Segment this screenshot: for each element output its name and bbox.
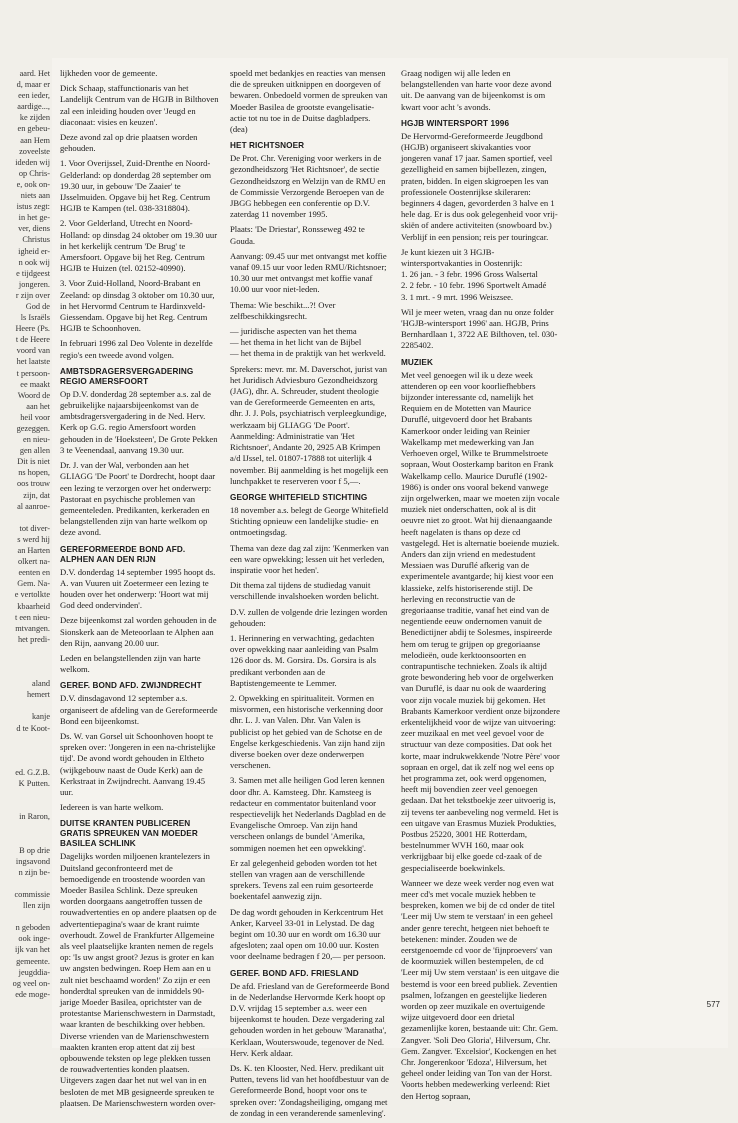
article-heading: HET RICHTSNOER (230, 141, 305, 151)
paragraph: 1. 26 jan. - 3 febr. 1996 Gross Walsertal (401, 269, 538, 280)
stub-line: niets aan (20, 191, 50, 201)
paragraph: De dag wordt gehouden in Kerkcentrum Het Anker, Karveel 33-01 in Lelystad. De dag begint om 10.30 uur en wordt om 16.30 uur afgesloten; zaal open om 10.00 uur. Kosten voor deelname bedragen f 20,— per persoon. (230, 906, 386, 962)
stub-line: t de Heere (15, 335, 50, 345)
stub-line: s werd hij (17, 534, 50, 544)
paragraph: 3. 1 mrt. - 9 mrt. 1996 Weiszsee. (401, 291, 514, 302)
stub-line: istus zegt: (16, 202, 50, 212)
column-1 (60, 68, 220, 1113)
paragraph: Dagelijks worden miljoenen krantelezers in Duitsland geconfronteerd met de bemoedigende en troostende woorden van Moeder Basilea Schlink. Deze spreuken worden doorgaans aangetroffen tussen de rouwadvertenties en op andere plaatsen op de advertentiepagina's waar de krant ruimte overhoudt. Zowel de Frankfurter Allgemeine als veel plaatselijke kranten nemen de regels op: 'Is uw angst groot? Jezus is groter en kan uw angsten bedwingen. Roep Hem aan en u zult niet beschaamd worden!' Zo zijn er een honderdtal spreuken van de inmiddels 90-jarige Moeder Basilea, oprichtster van de protestantse Marienschwestern in Darmstadt, waar kranten de beschikking over hebben. Diverse vrienden van de Marienschwestern maakten kranten erop attent dat zij best opbouwende teksten op lege plekken tussen de rouwadvertenties konden plaatsen. Uitgevers zagen daar het nut wel van in en besloten de met MB gesigneerde spreuken te plaatsen. De Marienschwestern worden over- (60, 851, 217, 1108)
stub-line: in het ge- (18, 213, 50, 223)
stub-line (0, 756, 50, 767)
paragraph: Wanneer we deze week verder nog even wat meer cd's met vocale muziek hebben te bespreken, komen we bij de cd onder de titel 'Leer mij Uw stem te verstaan' in een geheel ander genre terecht, hetgeen niet behoeft te betekenen: minder. Zouden we de eerstgenoemde cd voor de 'fijnproevers' van de koormuziek willen bestempelen, de cd 'Leer mij Uw stem verstaan' is een uitgave die bestemd is voor een breed publiek. Zeventien psalmen, lofzangen en geestelijke liederen worden op zeer muzikale en overtuigende wijze uitgevoerd door een drietal gezamenlijke koren, bestaande uit: Chr. Gem. Zangver. 'Soli Deo Gloria', Hilversum, Chr. Gem. Zangver. 'Excelsior', Kockengen en het Chr. Jongerenkoor 'Edoza', Hilversum, het geheel onder leiding van Ton van der Horst. Voorts hebben medewerking verleend: Riet den Hertog sopraan, (401, 877, 560, 1101)
stub-line: ver, diens (18, 224, 50, 234)
paragraph: D.V. zullen de volgende drie lezingen worden gehouden: (230, 606, 388, 628)
article-heading: GEREF. BOND AFD. ZWIJNDRECHT (60, 681, 202, 691)
paragraph: Dick Schaap, staffunctionaris van het Landelijk Centrum van de HGJB in Bilthoven zal een inleiding houden over 'Jeugd en diaconaat: visies en keuzen'. (60, 83, 219, 127)
paragraph: D.V. donderdag 14 september 1995 hoopt ds. A. van Vuuren uit Zoetermeer een lezing te houden over het onderwerp: 'Hoort wat mij God deed ondervinden'. (60, 566, 216, 611)
paragraph: Thema van deze dag zal zijn: 'Kenmerken van een ware opwekking; lessen uit het verleden, inspiratie voor het heden'. (230, 542, 389, 575)
stub-line: een ieder, (18, 91, 50, 101)
stub-line: aard. Het (19, 69, 50, 78)
stub-line: Christus (22, 235, 50, 245)
stub-line (0, 667, 50, 678)
paragraph: Ds. W. van Gorsel uit Schoonhoven hoopt te spreken over: 'Jongeren in een na-christelijke tijd'. De avond wordt gehouden in Eltheto (wijkgebouw naast de Oude Kerk) aan de Kerkstraat in Zwijndrecht. Aanvang 19.45 uur. (60, 730, 216, 797)
paragraph: 18 november a.s. belegt de George Whitefield Stichting opnieuw een landelijke studie- en ontmoetingsdag. (230, 504, 389, 538)
stub-line: heil voor (20, 412, 50, 422)
paragraph: 2. Opwekking en spiritualiteit. Vormen en misvormen, een historische verkenning door dhr. L. J. van Valen. Dhr. Van Valen is publicist op het gebied van de Schotse en de Engelse kerkgeschiedenis. Van zijn hand zijn diverse boeken over deze onderwerpen verschenen. (230, 692, 385, 771)
stub-line: ede moge- (15, 989, 50, 999)
paragraph: De Hervormd-Gereformeerde Jeugdbond (HGJB) organiseert skivakanties voor jongeren vanaf 17 jaar. Samen sportief, veel gezelligheid en samen bijbellezen, zingen, praten, bidden. In eigen skigroepen les van professionele Oostenrijkse skileraren: beginners 4 dagen, gevorderden 3 halve en 1 hele dag. Er is dus ook gelegenheid voor vrij-skiën of andere activiteiten (snowboard bv.) Verblijf in een pension; reis per touringcar. (401, 130, 558, 242)
paragraph: — juridische aspecten van het thema (230, 326, 357, 337)
stub-line: ook inge- (18, 934, 50, 944)
stub-line: commissie (14, 889, 50, 899)
stub-line: ls Israëls (20, 313, 50, 323)
stub-line: n geboden (15, 923, 50, 933)
stub-line: ed. G.Z.B. (15, 767, 50, 777)
stub-line: ke zijden (19, 113, 50, 123)
page-number: 577 (706, 1000, 720, 1009)
stub-line: het laatste (16, 357, 50, 367)
paragraph: De Prot. Chr. Vereniging voor werkers in de gezondheidszorg 'Het Richtsnoer', de sectie Gezondheidszorg en Welzijn van de RMU en de Commissie Verzorgende Beroepen van de JBGG hebbegen een conferentie op D.V. zaterdag 11 november 1995. (230, 153, 386, 220)
stub-line: igheid er- (18, 246, 50, 256)
column-3 (401, 68, 561, 1106)
stub-line: eenten en (18, 568, 50, 578)
stub-line (0, 822, 50, 833)
stub-line: Gem. Na- (17, 579, 50, 589)
stub-line (0, 745, 50, 756)
stub-line: e tijdgeest (16, 268, 50, 278)
stub-line: al aanroe- (17, 501, 50, 511)
stub-line: t persoon- (16, 368, 50, 378)
paragraph: — het thema in de praktijk van het werkveld. (230, 348, 386, 359)
stub-line (0, 645, 50, 656)
stub-line (0, 800, 50, 811)
stub-line (0, 878, 50, 889)
article-heading: AMBTSDRAGERSVERGADERING REGIO AMERSFOORT (60, 366, 194, 386)
paragraph: 1. Voor Overijssel, Zuid-Drenthe en Noord-Gelderland: op donderdag 28 september om 19.30 uur, in gebouw 'De Zaaier' te IJsselmuiden. Opgave bij het Reg. Centrum HGJB te Kampen (tel. 038-3318804). (60, 158, 212, 214)
stub-line: n zijn be- (18, 867, 50, 877)
stub-line: gen allen (19, 446, 50, 456)
stub-line: op Chris- (18, 168, 50, 178)
stub-line: mtvangen. (15, 623, 50, 633)
article-heading: GEREF. BOND AFD. FRIESLAND (230, 968, 359, 978)
paragraph: Ds. K. ten Klooster, Ned. Herv. predikant uit Putten, tevens lid van het hoofdbestuur van de Gereformeerde Bond, hoopt voor ons te spreken over: 'Zondagsheiliging, omgang met de zondag in een veranderende samenleving'. (230, 1063, 389, 1118)
article-heading: HGJB WINTERSPORT 1996 (401, 118, 510, 128)
stub-line: het predi- (17, 634, 50, 644)
paragraph: Er zal gelegenheid geboden worden tot het stellen van vragen aan de verschillende sprekers. Tevens zal een ruim gesorteerde boekentafel aanwezig zijn. (230, 857, 377, 902)
stub-line: ijk van het (14, 945, 50, 955)
stub-line: aardige..., (17, 102, 50, 112)
stub-line: olkert na- (17, 557, 50, 567)
stub-line: oos trouw (17, 479, 50, 489)
paragraph: Plaats: 'De Driestar', Ronsseweg 492 te Gouda. (230, 224, 365, 246)
article-heading: GEORGE WHITEFIELD STICHTING (230, 492, 368, 502)
stub-line: jongeren. (18, 279, 50, 289)
stub-line: llen zijn (23, 901, 50, 911)
stub-line: jeugddia- (18, 967, 50, 977)
stub-line (0, 789, 50, 800)
paragraph: 3. Samen met alle heiligen God leren kennen door dhr. A. Kamsteeg. Dhr. Kamsteeg is redacteur en commentator buitenland voor respectievelijk het Nederlands Dagblad en de Evangelische Omroep. Van zijn hand verscheen onlangs de bundel 'Amerika, sommigen noemen het een opwekking'. (230, 775, 386, 853)
stub-line: en nieu- (23, 435, 50, 445)
paragraph: Leden en belangstellenden zijn van harte welkom. (60, 652, 201, 675)
paragraph: 3. Voor Zuid-Holland, Noord-Brabant en Zeeland: op dinsdag 3 oktober om 10.30 uur, in het Hervormd Centrum te Hardinxveld-Giessendam. Opgave bij het Reg. Centrum HGJB te Schoonhoven. (60, 278, 215, 334)
paragraph: Je kunt kiezen uit 3 HGJB-wintersportvakanties in Oostenrijk: (401, 246, 523, 269)
stub-line (0, 734, 50, 745)
stub-line: Heere (Ps. (15, 324, 50, 334)
article-heading: MUZIEK (401, 357, 433, 367)
stub-line: gemeente. (16, 956, 50, 966)
paragraph: Op D.V. donderdag 28 september a.s. zal de gebruikelijke najaarsbijeenkomst van de ambtsdragersvergadering in de Ned. Herv. Kerk op G.G. regio Amersfoort worden gehouden in de 'Hoeksteen', De Grote Pekken 3 te Veenendaal, aanvang 19.30 uur. (60, 388, 218, 455)
paragraph: Met veel genoegen wil ik u deze week attenderen op een voor koorliefhebbers bijzonder interessante cd, namelijk het Requiem en de Motetten van Maurice Duruflé, uitgevoerd door het Brabants Kamerkoor onder leiding van Reinier Wakelkamp met medewerking van Jan Verhoeven orgel, Wilke te Brummelstroete sopraan, Wout Oosterkamp bariton en Frank Wakelkamp cello. Maurice Duruflé (1902-1986) is onder ons vooral bekend vanwege zijn orgelwerken, maar we moeten zijn vocale muziek niet onderschatten, ook al is dit oeuvre niet zo groot. Wat hij dienaangaande heeft nagelaten is thans op deze cd vastgelegd. Het is alternatie boeiende muziek. Anders dan zijn vriend en medestudent Messiaen was Duruflé afkerig van de experimentele avantgarde; hij kiest voor een klassieke, zelfs historiserende stijl. De herleving en reconstructie van de gregoriaanse traditie, vanaf het eind van de negentiende eeuw ondernomen vanuit de Benedictijner abdij te Solesmes, inspireerde hem om terug te grijpen op gregoriaanse melodieën, oude kerktoonsoorten en contrapuntische technieken. Zoals ik altijd grote bewondering heb voor de orgelwerken van Duruflé, is daar nu ook de waardering voor zijn vocale muziek bij gekomen. Het Brabants Kamerkoor verdient onze bijzondere erkentelijkheid voor de wijze van uitvoering: zeer muzikaal en met veel gevoel voor de structuur van deze composities. Dat ook het korte, maar indrukwekkende 'Notre Père' voor sopraan en orgel, dat ik zelf nog wel eens op het programma zet, ook werd opgenomen, heeft mij bovendien zeer veel genoegen gedaan. Dat het tekstboekje zeer uitvoerig is, zij tevens ter aanbeveling nog vermeld. Het is een uitgave van Erasmus Muziek Produkties, Postbus 25220, 3001 HE Rotterdam, bestelnummer WVH 160, maar ook verkrijgbaar bij elke goede cd-zaak of de gespecialiseerde boekwinkels. (401, 369, 560, 873)
paragraph: Deze avond zal op drie plaatsen worden gehouden. (60, 132, 198, 154)
stub-line: K Putten. (18, 779, 50, 788)
paragraph: Thema: Wie beschikt...?! Over zelfbeschikkingsrecht. (230, 299, 336, 321)
stub-line (0, 656, 50, 667)
stub-line: voord van (16, 346, 50, 356)
article-heading: GEREFORMEERDE BOND AFD. ALPHEN AAN DEN RIJN (60, 544, 186, 564)
paragraph: 2. 2 febr. - 10 febr. 1996 Sportwelt Amadé (401, 280, 547, 291)
paragraph: lijkheden voor de gemeente. (60, 68, 158, 78)
stub-line: in Raron, (19, 812, 50, 822)
stub-line: B op drie (19, 845, 50, 855)
stub-line: Dit is niet (17, 457, 50, 467)
stub-line: kanje (32, 712, 50, 722)
stub-line: ee maakt (20, 379, 50, 389)
stub-line: zijn, dat (23, 490, 50, 500)
stub-line: tot diver- (19, 523, 50, 533)
stub-line: og veel on- (12, 978, 50, 988)
paragraph: D.V. dinsdagavond 12 september a.s. organiseert de afdeling van de Gereformeerde Bond een bijeenkomst. (60, 693, 218, 726)
stub-line: Woord de (17, 390, 50, 400)
paragraph: Wil je meer weten, vraag dan nu onze folder 'HGJB-wintersport 1996' aan. HGJB, Prins Bernhardlaan 1, 3722 AE Bilthoven, tel. 030-2285402. (401, 306, 558, 351)
paragraph: spoeld met bedankjes en reacties van mensen die de spreuken uitknippen en doorgeven of bewaren. Onbedoeld vormen de spreuken van Moeder Basilea de grootste evangelisatie-actie tot nu toe in de Duitse dagbladpers. (dea) (230, 68, 388, 135)
stub-line: kbaarheid (17, 601, 50, 611)
stub-line: e vertolkte (14, 590, 50, 600)
stub-line: en gebeu- (17, 124, 50, 134)
paragraph: Graag nodigen wij alle leden en belangstellenden van harte voor deze avond uit. De aanvang van de bijeenkomst is om kwart voor acht 's avonds. (401, 68, 552, 112)
stub-line: e, ook on- (16, 179, 50, 189)
paragraph: Deze bijeenkomst zal worden gehouden in de Sionskerk aan de Meteoorlaan te Alphen aan den Rijn, aanvang 20.00 uur. (60, 615, 217, 648)
column-2 (230, 68, 390, 1123)
stub-line (0, 833, 50, 844)
stub-line: God de (25, 301, 50, 311)
stub-line: n ook wij (18, 257, 50, 267)
stub-line: aland (32, 679, 50, 689)
stub-line: ingsavond (15, 856, 50, 866)
stub-line (0, 700, 50, 711)
article-heading: DUITSE KRANTEN PUBLICEREN GRATIS SPREUKEN VAN MOEDER BASILEA SCHLINK (60, 819, 198, 849)
stub-line: r zijn over (15, 290, 50, 300)
paragraph: 1. Herinnering en verwachting, gedachten over opwekking naar aanleiding van Psalm 126 door ds. M. Gorsira. Ds. Gorsira is als predikant verbonden aan de Baptistengemeente te Lemmer. (230, 632, 379, 688)
paragraph: 2. Voor Gelderland, Utrecht en Noord-Holland: op dinsdag 24 oktober om 19.30 uur in het kerkelijk centrum 'De Brug' te Amersfoort. Opgave bij het Reg. Centrum HGJB te Huizen (tel. 02152-40990). (60, 218, 218, 274)
stub-line: t een nieu- (14, 612, 50, 622)
paragraph: Sprekers: mevr. mr. M. Daverschot, jurist van het Juridisch Adviesburo Gezondheidszorg (JAG), dhr. A. Schreuder, student theologie van de Gereformeerde Gemeenten en arts, dhr. J. J. Pols, psychiatrisch verpleegkundige, werkzaam bij GLIAGG 'De Poort'. Aanmelding: Administratie van 'Het Richtsnoer', Andante 20, 2925 AB Krimpen a/d IJssel, tel. 01807-17888 tot uiterlijk 4 november. Bij aanmelding is het mogelijk een lunchpakket te reserveren voor f 5,—. (230, 363, 389, 486)
paragraph: Aanvang: 09.45 uur met ontvangst met koffie vanaf 09.15 uur voor leden RMU/Richtsnoer; 10.30 uur met ontvangst met koffie vanaf 10.00 uur voor niet-leden. (230, 250, 387, 295)
stub-line: gezeggen. (16, 424, 50, 433)
paragraph: In februari 1996 zal Deo Volente in dezelfde regio's een tweede avond volgen. (60, 338, 213, 360)
paragraph: Dit thema zal tijdens de studiedag vanuit verschillende invalshoeken worden belicht. (230, 580, 379, 602)
paragraph: De afd. Friesland van de Gereformeerde Bond in de Nederlandse Hervormde Kerk hoopt op D.V. vrijdag 15 september a.s. weer een bijeenkomst te houden. Deze vergadering zal gehouden worden in het gebouw 'Maranatha', Kerklaan, Wouterswoude, tegenover de Ned. Herv. Kerk aldaar. (230, 980, 390, 1058)
stub-line: aan het (26, 401, 50, 411)
paragraph: Dr. J. van der Wal, verbonden aan het GLIAGG 'De Poort' te Dordrecht, hoopt daar een lezing te verzorgen over het onderwerp: Pastoraat en psychische problemen van gemeenteleden. Predikanten, kerkeraden en belangstellenden zijn van harte welkom op deze avond. (60, 460, 216, 538)
stub-line: an Harten (17, 546, 50, 556)
stub-line (0, 911, 50, 922)
stub-line (0, 512, 50, 523)
paragraph: Iedereen is van harte welkom. (60, 802, 164, 813)
stub-line: d, maar er (16, 80, 50, 90)
stub-line: ideden wij (15, 157, 50, 167)
previous-column-stub (0, 68, 50, 1000)
stub-line: aan Hem (20, 135, 50, 145)
stub-line: d te Koot- (16, 723, 50, 733)
paragraph: — het thema in het licht van de Bijbel (230, 337, 362, 348)
stub-line: zoveelste (19, 146, 50, 156)
stub-line: hemert (26, 690, 50, 700)
stub-line: ns hopen, (18, 468, 50, 478)
